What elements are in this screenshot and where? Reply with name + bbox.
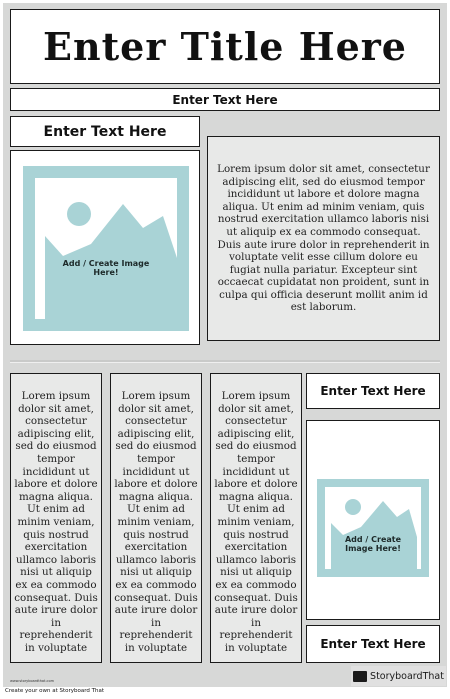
section2-heading-top: Enter Text Here: [320, 384, 426, 398]
section2-image-label: Add / Create Image Here!: [344, 535, 402, 554]
image-placeholder-icon: [317, 479, 429, 577]
section1-heading: Enter Text Here: [43, 123, 167, 140]
storyboardthat-logo[interactable]: [351, 666, 446, 686]
column-2-text-box[interactable]: [110, 373, 202, 663]
column-1-paragraph: Lorem ipsum dolor sit amet, consectetur adipiscing elit, sed do eiusmod tempor incididunt ut labore et dolore magna aliqua. Ut enim ad minim veniam, quis nostrud exercitation ullamco laboris nisi ut aliquip ex ea commodo consequat. Duis aute irure dolor in reprehenderit in voluptate: [14, 390, 98, 654]
image-placeholder-icon: [23, 166, 189, 331]
section1-image-label: Add / Create Image Here!: [62, 259, 150, 278]
section1-heading-box[interactable]: [10, 116, 200, 147]
column-1-text-box[interactable]: [10, 373, 102, 663]
subtitle-box[interactable]: [10, 88, 440, 111]
column-3-paragraph: Lorem ipsum dolor sit amet, consectetur adipiscing elit, sed do eiusmod tempor incididunt ut labore et dolore magna aliqua. Ut enim ad minim veniam, quis nostrud exercitation ullamco laboris nisi ut aliquip ex ea commodo consequat. Duis aute irure dolor in reprehenderit in voluptate: [214, 390, 298, 654]
brand-name: StoryboardThat: [370, 670, 444, 682]
create-your-own-link[interactable]: Create your own at Storyboard That: [5, 688, 105, 694]
mountain-sun-icon: [317, 479, 429, 577]
section2-heading-bottom: Enter Text Here: [320, 637, 426, 651]
section1-text-box[interactable]: [207, 136, 440, 341]
section1-image-frame[interactable]: [10, 150, 200, 345]
column-2-paragraph: Lorem ipsum dolor sit amet, consectetur adipiscing elit, sed do eiusmod tempor incididunt ut labore et dolore magna aliqua. Ut enim ad minim veniam, quis nostrud exercitation ullamco laboris nisi ut aliquip ex ea commodo consequat. Duis aute irure dolor in reprehenderit in voluptate: [114, 390, 198, 654]
title-box[interactable]: [10, 9, 440, 84]
section2-heading-bottom-box[interactable]: [306, 625, 440, 663]
section-divider: [10, 360, 440, 363]
section2-heading-top-box[interactable]: [306, 373, 440, 409]
section2-image-frame[interactable]: [306, 420, 440, 620]
storyboard-book-icon: [353, 671, 367, 682]
column-3-text-box[interactable]: [210, 373, 302, 663]
small-print: www.storyboardthat.com: [10, 679, 55, 683]
mountain-sun-icon: [23, 166, 189, 331]
page-title: Enter Title Here: [43, 24, 407, 69]
subtitle-text: Enter Text Here: [172, 92, 278, 107]
section1-paragraph: Lorem ipsum dolor sit amet, consectetur adipiscing elit, sed do eiusmod tempor incididunt ut labore et dolore magna aliqua. Ut enim ad minim veniam, quis nostrud exercitation ullamco laboris nisi ut aliquip ex ea commodo consequat. Duis aute irure dolor in reprehenderit in voluptate velit esse cillum dolore eu fugiat nulla pariatur. Excepteur sint occaecat cupidatat non proident, sunt in culpa qui officia deserunt mollit anim id est laborum.: [217, 162, 430, 314]
